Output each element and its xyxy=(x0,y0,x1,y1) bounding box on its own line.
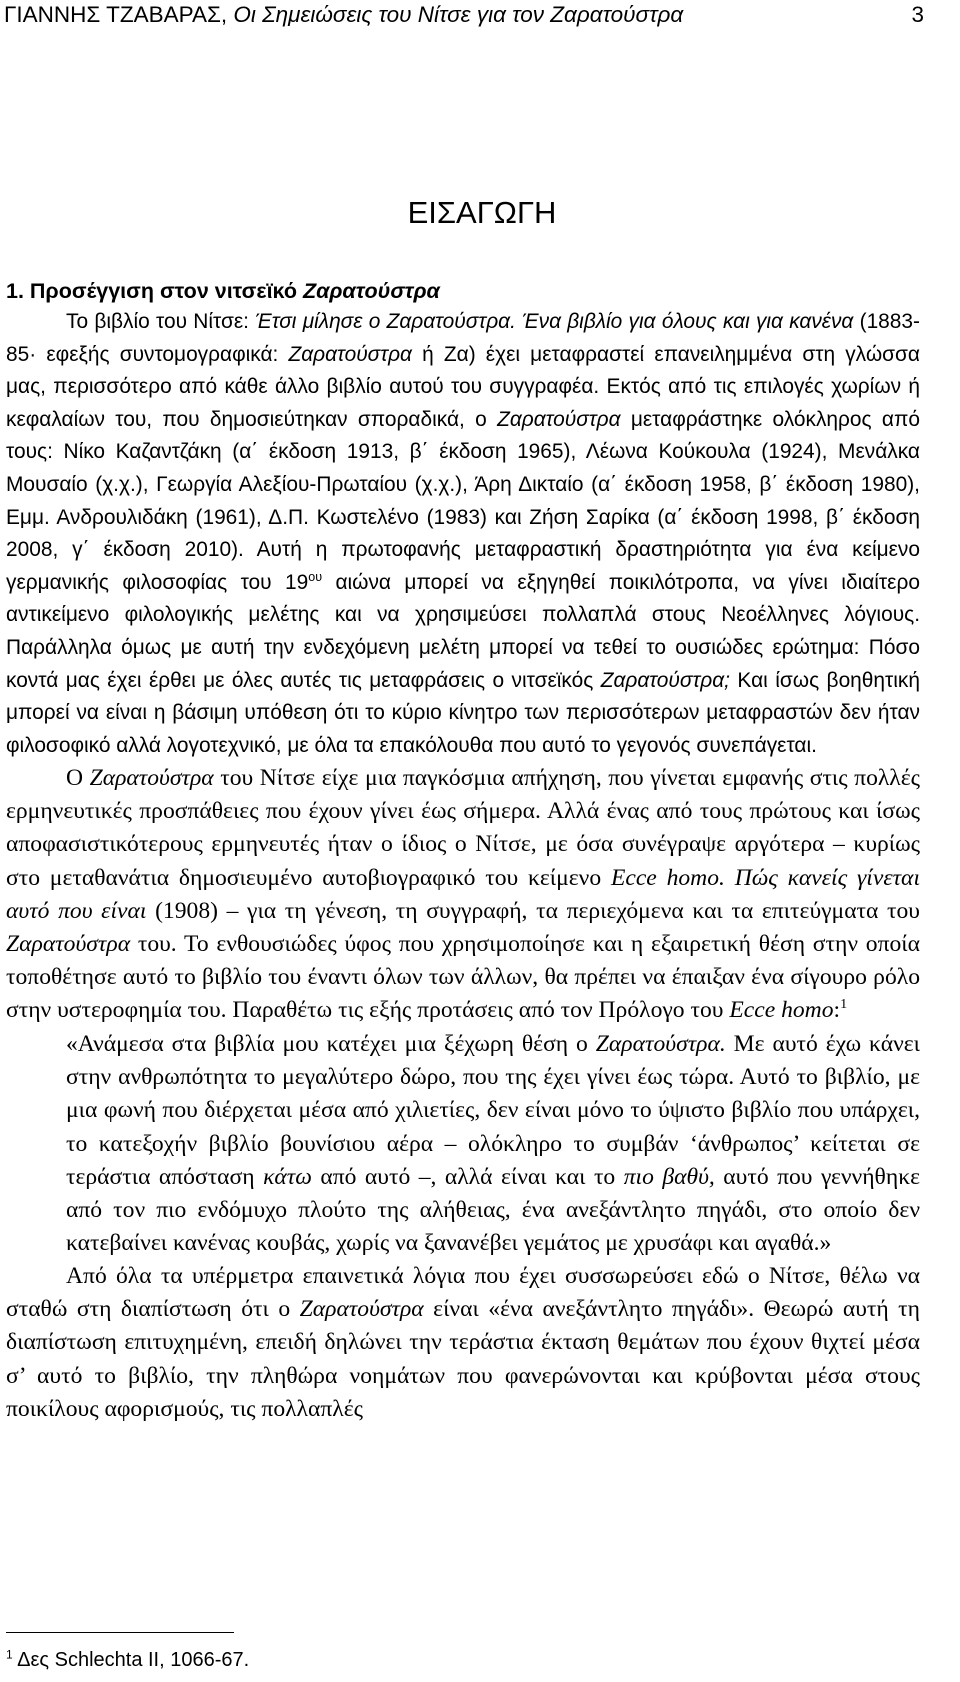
paragraph-1 xyxy=(6,306,920,762)
section-heading-text: 1. Προσέγγιση στον νιτσεϊκό xyxy=(6,279,303,303)
text-run: Από όλα τα υπέρμετρα επαινετικά λόγια που έχει συσσωρεύσει εδώ ο Νίτσε, θέλω να σταθώ στη διαπίστωση ότι ο xyxy=(6,1263,920,1323)
italic-run: πιο βαθύ, xyxy=(623,1163,715,1190)
chapter-title: ΕΙΣΑΓΩΓΗ xyxy=(407,195,557,230)
block-quote xyxy=(66,1028,920,1260)
text-run: Και ίσως βοηθητική μπορεί να είναι η βάσιμη υπόθεση ότι το κύριο κίνητρο των περισσότερων μεταφραστών δεν ήταν φιλοσοφικό αλλά λογοτεχνικό, με όλα τα επακόλουθα που αυτό το γεγονός συνεπάγεται. xyxy=(6,668,920,757)
italic-run: Ζαρατούστρα xyxy=(299,1296,424,1323)
italic-run: Ζαρατούστρα xyxy=(6,931,131,958)
superscript-run: ου xyxy=(308,569,323,584)
text-run: του Νίτσε είχε μια παγκόσμια απήχηση, που γίνεται εμφανής στις πολλές ερμηνευτικές προσπάθειες που έχουν γίνει έως σήμερα. Αλλά ένας από τους πρώτους και ίσως αποφασιστικότερους ερμηνευτές ήταν ο ίδιος ο Νίτσε, με όσα συνέγραψε αργότερα – κυρίως στο μεταθανάτια δημοσιευμένο αυτοβιογραφικό του κείμενο xyxy=(6,765,920,891)
text-run: (1908) – για τη γένεση, τη συγγραφή, τα περιεχόμενα και τα επιτεύγματα του xyxy=(146,897,920,924)
text-run: Με αυτό έχω κάνει στην ανθρωπότητα το μεγαλύτερο δώρο, που της έχει γίνει έως τώρα. Αυτό το βιβλίο, με μια φωνή που διέρχεται μέσα από χιλιετίες, δεν είναι μόνο το ύψιστο βιβλίο που υπάρχει, το κατεξοχήν βιβλίο βουνίσιου αέρα – ολόκληρο το συμβάν ‘άνθρωπος’ κείτεται σε τεράστια απόσταση xyxy=(66,1031,920,1190)
superscript-run: 1 xyxy=(840,996,848,1013)
running-head-author: ΓΙΑΝΝΗΣ ΤΖΑΒΑΡΑΣ, xyxy=(4,2,234,27)
text-run: είναι «ένα ανεξάντλητο πηγάδι». Θεωρώ αυτή τη διαπίστωση επιτυχημένη, επειδή δηλώνει την τεράστια έκταση θεμάτων που έχουν θιχτεί μέσα σ’ αυτό το βιβλίο, την πληθώρα νοημάτων που φανερώνονται και κρύβονται μέσα στους ποικίλους αφορισμούς, τις πολλαπλές xyxy=(6,1296,920,1422)
paragraph-3 xyxy=(6,1260,920,1426)
italic-run: κάτω xyxy=(263,1163,312,1190)
footnote xyxy=(6,1646,249,1674)
section-heading-italic: Ζαρατούστρα xyxy=(302,279,440,303)
paragraph-2 xyxy=(6,762,920,1028)
text-run: του. Το ενθουσιώδες ύφος που χρησιμοποίησε και η εξαιρετική θέση στην οποία τοποθέτησε αυτό το βιβλίο του έναντι όλων των άλλων, θα πρέπει να έπαιξαν ένα σίγουρο ρόλο στην υστεροφημία του. Παραθέτω τις εξής προτάσεις από τον Πρόλογο του xyxy=(6,931,920,1024)
italic-run: Έτσι μίλησε ο Ζαρατούστρα. Ένα βιβλίο για όλους και για κανένα xyxy=(255,310,854,333)
running-head-title: Οι Σημειώσεις του Νίτσε για τον Ζαρατούστρα xyxy=(233,2,684,27)
text-run: (1883-85· εφεξής συντομογραφικά: xyxy=(6,310,920,366)
italic-run: Ζαρατούστρα; xyxy=(600,668,730,692)
italic-run: Ζαρατούστρα xyxy=(288,342,412,366)
text-run: : xyxy=(833,997,841,1024)
text-run: αυτό που γεννήθηκε από τον πιο ενδόμυχο πλούτο της αλήθειας, ένα ανεξάντλητο πηγάδι, στο οποίο δεν κατεβαίνει κανένας κουβάς, χωρίς να ξανανέβει γεμάτος με χρυσάφι και αγαθά.» xyxy=(66,1163,920,1257)
text-run: από αυτό –, αλλά είναι και το xyxy=(311,1163,624,1190)
italic-run: Ζαρατούστρα. xyxy=(595,1031,726,1057)
text-run: αιώνα μπορεί να εξηγηθεί ποικιλότροπα, να γίνει ιδιαίτερο αντικείμενο φιλολογικής μελέτης και να χρησιμεύσει πολλαπλά στους Νεοέλληνες λόγιους. Παράλληλα όμως με αυτή την ενδεχόμενη μελέτη μπορεί να τεθεί το ουσιώδες ερώτημα: Πόσο κοντά μας έχει έρθει με όλες αυτές τις μεταφράσεις ο νιτσεϊκός xyxy=(6,570,920,692)
text-run: μεταφράστηκε ολόκληρος από τους: Νίκο Καζαντζάκη (α΄ έκδοση 1913, β΄ έκδοση 1965), Λέωνα Κούκουλα (1924), Μενάλκα Μουσαίο (χ.χ.), Γεωργία Αλεξίου-Πρωταίου (χ.χ.), Άρη Δικταίο (α΄ έκδοση 1958, β΄ έκδοση 1980), Εμμ. Ανδρουλιδάκη (1961), Δ.Π. Κωστελένο (1983) και Ζήση Σαρίκα (α΄ έκδοση 1998, β΄ έκδοση 2008, γ΄ έκδοση 2010). Αυτή η πρωτοφανής μεταφραστική δραστηριότητα για ένα κείμενο γερμανικής φιλοσοφίας του 19 xyxy=(6,407,920,594)
page-number: 3 xyxy=(911,2,924,27)
footnote-marker: 1 xyxy=(6,1647,13,1662)
italic-run: Ζαρατούστρα xyxy=(497,407,621,431)
text-run: «Ανάμεσα στα βιβλία μου κατέχει μια ξέχωρη θέση ο xyxy=(66,1031,596,1057)
italic-run: Ζαρατούστρα xyxy=(89,765,214,791)
text-run: Ο xyxy=(66,765,90,791)
footnote-separator xyxy=(6,1632,234,1633)
footnote-text: Δες Schlechta II, 1066-67. xyxy=(12,1649,250,1671)
italic-run: Ecce homo. Πώς κανείς γίνεται αυτό που είναι xyxy=(6,864,920,924)
italic-run: Ecce homo xyxy=(729,997,834,1024)
text-run: ή Ζα) έχει μεταφραστεί επανειλημμένα στη γλώσσα μας, περισσότερο από κάθε άλλο βιβλίο αυτού του συγγραφέα. Εκτός από τις επιλογές χωρίων ή κεφαλαίων του, που δημοσιεύτηκαν σποραδικά, ο xyxy=(6,342,920,431)
text-run: Το βιβλίο του Νίτσε: xyxy=(66,310,256,333)
